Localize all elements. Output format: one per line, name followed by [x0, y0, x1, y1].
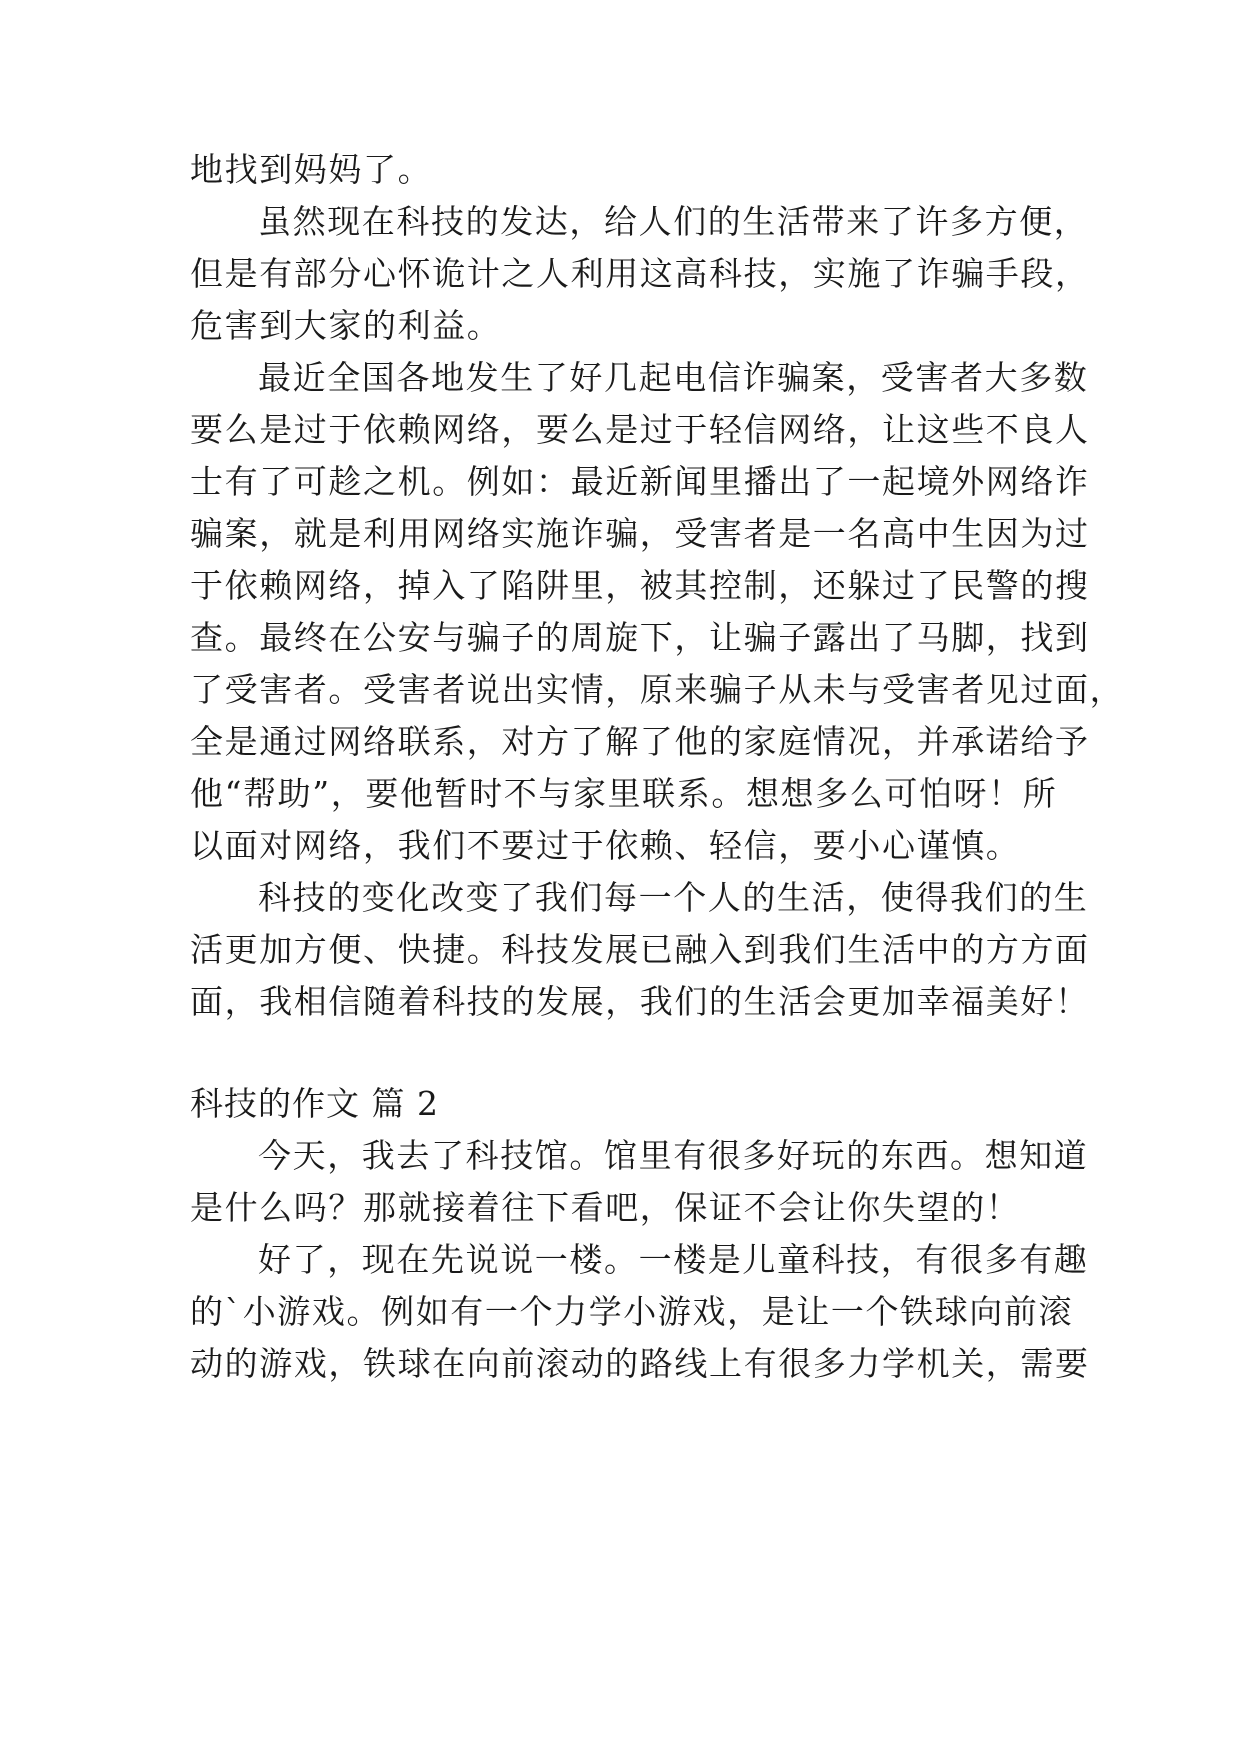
paragraph-line: 科技的变化改变了我们每一个人的生活，使得我们的生 [258, 878, 1089, 917]
paragraph-line: 于依赖网络，掉入了陷阱里，被其控制，还躲过了民警的搜 [190, 566, 1090, 605]
paragraph-line: 好了，现在先说说一楼。一楼是儿童科技，有很多有趣 [258, 1240, 1089, 1279]
section-heading: 科技的作文 篇 2 [190, 1084, 439, 1123]
paragraph-line: 是什么吗？那就接着往下看吧，保证不会让你失望的！ [190, 1188, 1021, 1227]
paragraph-line: 士有了可趁之机。例如：最近新闻里播出了一起境外网络诈 [190, 462, 1090, 501]
paragraph-line: 但是有部分心怀诡计之人利用这高科技，实施了诈骗手段， [190, 254, 1090, 293]
paragraph-line: 他“帮助”，要他暂时不与家里联系。想想多么可怕呀！所 [190, 774, 1058, 813]
paragraph-line: 全是通过网络联系，对方了解了他的家庭情况，并承诺给予 [190, 722, 1090, 761]
paragraph-line: 最近全国各地发生了好几起电信诈骗案，受害者大多数 [258, 358, 1089, 397]
paragraph-line: 面，我相信随着科技的发展，我们的生活会更加幸福美好！ [190, 982, 1090, 1021]
paragraph-line: 动的游戏，铁球在向前滚动的路线上有很多力学机关，需要 [190, 1344, 1090, 1383]
paragraph-line: 地找到妈妈了。 [190, 150, 433, 189]
paragraph-line: 虽然现在科技的发达，给人们的生活带来了许多方便， [258, 202, 1089, 241]
paragraph-line: 危害到大家的利益。 [190, 306, 502, 345]
paragraph-line: 要么是过于依赖网络，要么是过于轻信网络，让这些不良人 [190, 410, 1090, 449]
paragraph-line: 的`小游戏。例如有一个力学小游戏，是让一个铁球向前滚 [190, 1292, 1074, 1331]
paragraph-line: 查。最终在公安与骗子的周旋下，让骗子露出了马脚，找到 [190, 618, 1090, 657]
paragraph-line: 今天，我去了科技馆。馆里有很多好玩的东西。想知道 [258, 1136, 1089, 1175]
paragraph-line: 了受害者。受害者说出实情，原来骗子从未与受害者见过面， [190, 670, 1125, 709]
paragraph-line: 活更加方便、快捷。科技发展已融入到我们生活中的方方面 [190, 930, 1090, 969]
paragraph-line: 以面对网络，我们不要过于依赖、轻信，要小心谨慎。 [190, 826, 1021, 865]
paragraph-line: 骗案，就是利用网络实施诈骗，受害者是一名高中生因为过 [190, 514, 1090, 553]
